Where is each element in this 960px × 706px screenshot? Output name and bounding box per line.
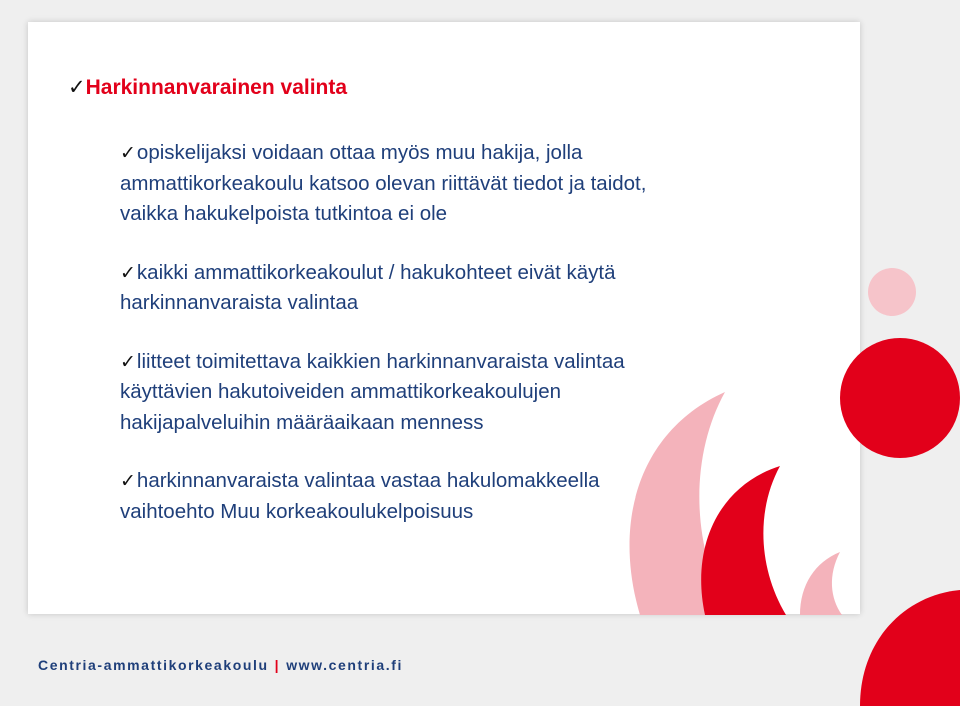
bullet-line: ✓liitteet toimitettava kaikkien harkinnanvaraista valintaa [120, 349, 625, 373]
bullet-line: ammattikorkeakoulu katsoo olevan riittävät tiedot ja taidot, [120, 171, 647, 195]
decor-circle-large [840, 338, 960, 458]
bullet-item [120, 347, 740, 439]
bullet-line: käyttävien hakutoiveiden ammattikorkeakoulujen [120, 380, 562, 403]
bullet-line: vaikka hakukelpoista tutkintoa ei ole [120, 202, 448, 225]
bullet-item [120, 258, 740, 319]
slide-heading [68, 74, 347, 101]
checkmark-icon: ✓ [68, 75, 86, 99]
bullet-item [120, 138, 740, 230]
bullet-line: harkinnanvaraista valintaa [120, 291, 359, 314]
heading-text: Harkinnanvarainen valinta [85, 76, 348, 99]
bullet-list [120, 138, 740, 555]
bullet-line: ✓harkinnanvaraista valintaa vastaa hakulomakkeella [120, 469, 600, 492]
footer-separator: | [274, 657, 281, 673]
footer-url[interactable]: www.centria.fi [286, 657, 403, 673]
decor-circle-small [868, 268, 916, 316]
decor-arc-small [800, 552, 842, 615]
checkmark-icon: ✓ [120, 350, 136, 373]
checkmark-icon: ✓ [120, 142, 136, 164]
checkmark-icon: ✓ [120, 470, 136, 492]
bullet-line: hakijapalveluihin määräaikaan menness [120, 410, 484, 434]
bullet-line: ✓kaikki ammattikorkeakoulut / hakukohteet eivät käytä [120, 260, 616, 284]
bullet-item [120, 466, 740, 527]
footer [38, 657, 403, 673]
checkmark-icon: ✓ [120, 261, 136, 284]
decor-circle-partial [860, 590, 960, 706]
footer-org: Centria-ammattikorkeakoulu [38, 657, 269, 673]
bullet-line: ✓opiskelijaksi voidaan ottaa myös muu hakija, jolla [120, 141, 583, 164]
bullet-line: vaihtoehto Muu korkeakoulukelpoisuus [120, 499, 474, 523]
